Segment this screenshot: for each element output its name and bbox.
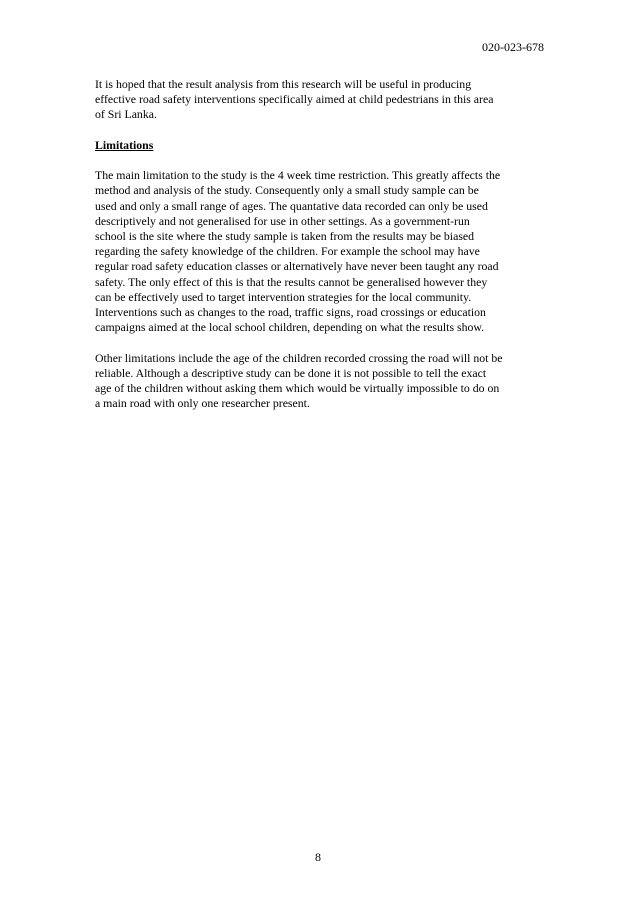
limitations-paragraph-2 — [95, 351, 545, 412]
text-line: safety. The only effect of this is that the results cannot be generalised however they — [95, 274, 488, 289]
text-line: descriptively and not generalised for use in other settings. As a government-run — [95, 213, 470, 228]
text-line: Interventions such as changes to the road, traffic signs, road crossings or education — [95, 305, 486, 320]
text-line: used and only a small range of ages. The quantative data recorded can only be used — [95, 198, 488, 213]
document-id: 020-023-678 — [482, 40, 544, 54]
text-line: Other limitations include the age of the children recorded crossing the road will not be — [95, 350, 503, 365]
text-line: school is the site where the study sample is taken from the results may be biased — [95, 229, 475, 243]
text-line: can be effectively used to target intervention strategies for the local community. — [95, 289, 472, 304]
page-body — [95, 77, 545, 411]
text-line: of Sri Lanka. — [95, 107, 157, 122]
text-line: campaigns aimed at the local school children, depending on what the results show. — [95, 320, 485, 335]
text-line: age of the children without asking them which would be virtually impossible to do on — [95, 381, 500, 396]
text-line: method and analysis of the study. Consequently only a small study sample can be — [95, 183, 479, 198]
page-number: 8 — [315, 850, 321, 864]
limitations-paragraph-1 — [95, 168, 545, 335]
text-line: a main road with only one researcher present. — [95, 396, 310, 411]
text-line: It is hoped that the result analysis from this research will be useful in producing — [95, 77, 472, 91]
text-line: regarding the safety knowledge of the children. For example the school may have — [95, 244, 480, 259]
limitations-heading: Limitations — [95, 137, 154, 152]
text-line: regular road safety education classes or alternatively have never been taught any road — [95, 259, 499, 274]
intro-paragraph — [95, 77, 545, 123]
text-line: The main limitation to the study is the 4 week time restriction. This greatly affects the — [95, 168, 501, 183]
text-line: reliable. Although a descriptive study can be done it is not possible to tell the exact — [95, 365, 487, 380]
text-line: effective road safety interventions specifically aimed at child pedestrians in this area — [95, 92, 494, 107]
